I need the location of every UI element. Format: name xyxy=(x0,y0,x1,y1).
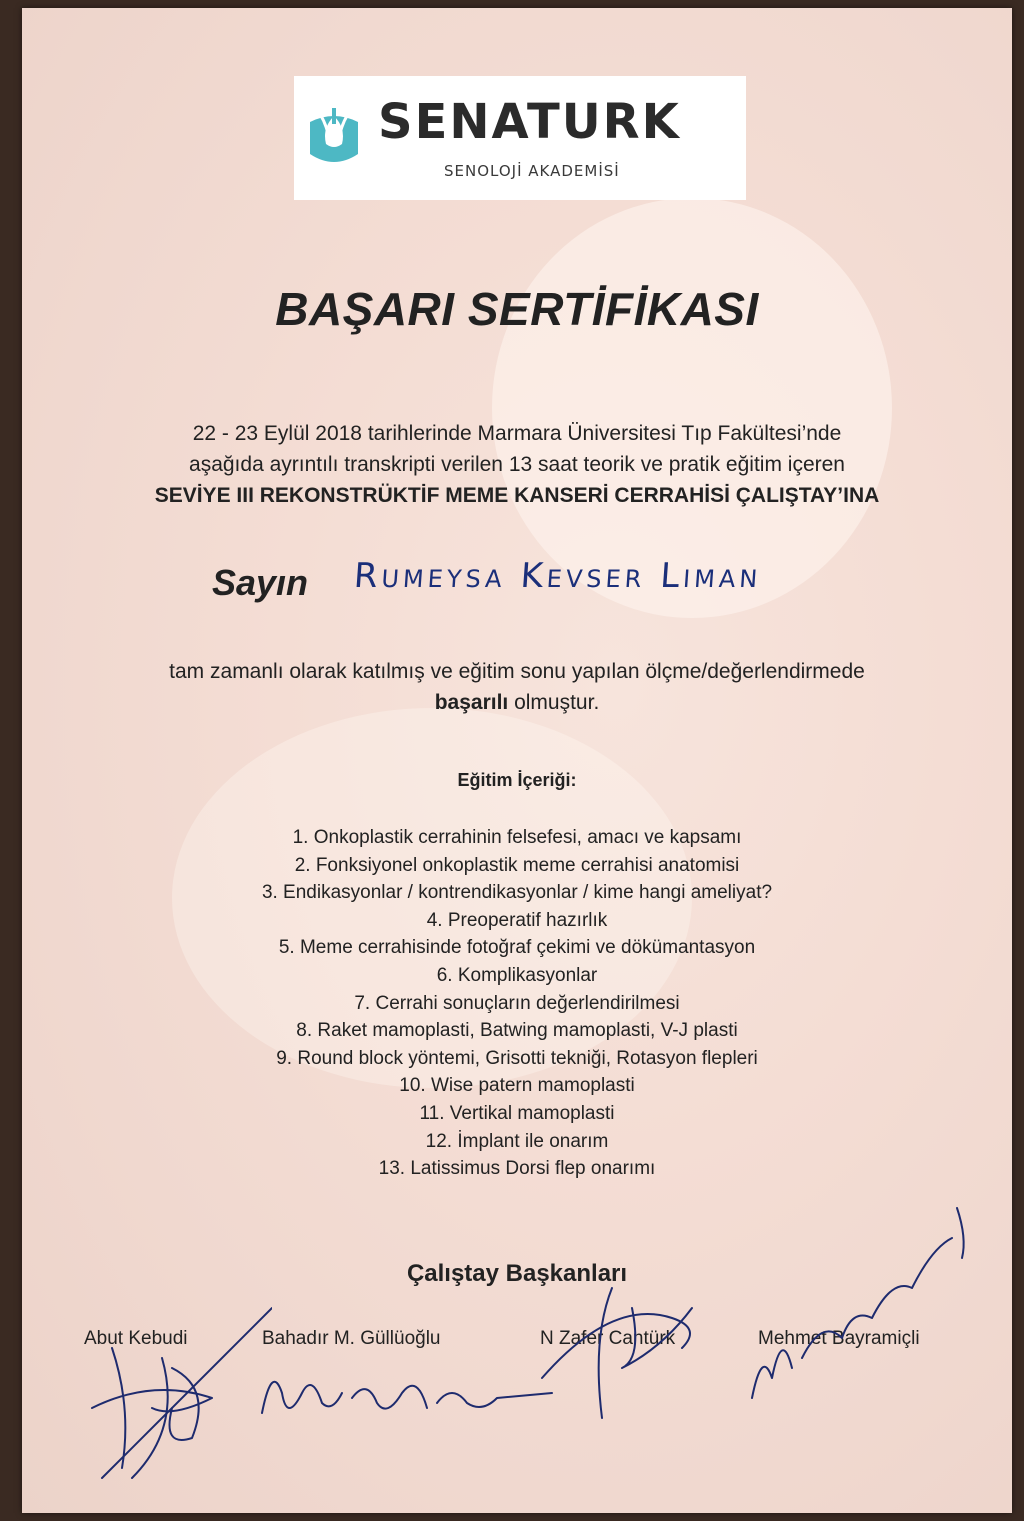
list-item: 8. Raket mamoplasti, Batwing mamoplasti, V-J plasti xyxy=(296,1020,738,1042)
certificate-title: BAŞARI SERTİFİKASI xyxy=(275,283,759,335)
list-item: 4. Preoperatif hazırlık xyxy=(426,909,608,931)
result-bold: başarılı xyxy=(434,691,509,714)
list-item: 10. Wise patern mamoplasti xyxy=(399,1075,635,1097)
list-item: 13. Latissimus Dorsi flep onarımı xyxy=(378,1158,656,1180)
list-item: 12. İmplant ile onarım xyxy=(425,1130,609,1152)
list-item: 7. Cerrahi sonuçların değerlendirilmesi xyxy=(354,992,680,1014)
list-item: 6. Komplikasyonlar xyxy=(436,964,598,986)
chair-name: Abut Kebudi xyxy=(84,1328,188,1349)
list-item: 1. Onkoplastik cerrahinin felsefesi, amacı ve kapsamı xyxy=(292,827,742,848)
chairs-heading: Çalıştay Başkanları xyxy=(406,1260,628,1287)
intro-text xyxy=(62,418,972,511)
result-line: tam zamanlı olarak katılmış ve eğitim sonu yapılan ölçme/değerlendirmede xyxy=(169,660,865,683)
logo-name: SENATURK xyxy=(378,94,681,150)
intro-line: aşağıda ayrıntılı transkripti verilen 13 saat teorik ve pratik eğitim içeren xyxy=(189,453,845,476)
salutation: Sayın xyxy=(212,562,309,603)
recipient-name: Rumeysa Kevser Liman xyxy=(352,556,763,596)
logo xyxy=(294,76,746,200)
result-tail: olmuştur. xyxy=(508,691,600,714)
chair-name: Mehmet Bayramiçli xyxy=(758,1328,920,1349)
signature xyxy=(522,1278,722,1428)
list-item: 11. Vertikal mamoplasti xyxy=(419,1102,615,1124)
list-item: 2. Fonksiyonel onkoplastik meme cerrahisi anatomisi xyxy=(294,854,740,876)
list-item: 3. Endikasyonlar / kontrendikasyonlar / kime hangi ameliyat? xyxy=(261,882,773,904)
signature xyxy=(72,1288,272,1488)
recipient-row xyxy=(212,556,932,616)
intro-line: 22 - 23 Eylül 2018 tarihlerinde Marmara Üniversitesi Tıp Fakültesi’nde xyxy=(192,422,842,445)
chair-name: Bahadır M. Güllüoğlu xyxy=(262,1328,441,1349)
chair-name: N Zafer Cantürk xyxy=(540,1328,676,1349)
signature xyxy=(732,1198,982,1418)
result-line xyxy=(62,687,972,718)
logo-subtitle: SENOLOJİ AKADEMİSİ xyxy=(444,162,620,180)
certificate-paper xyxy=(22,8,1012,1513)
list-item: 5. Meme cerrahisinde fotoğraf çekimi ve dökümantasyon xyxy=(278,937,756,959)
content-list xyxy=(22,824,1012,1183)
list-item: 9. Round block yöntemi, Grisotti tekniği, Rotasyon flepleri xyxy=(276,1047,758,1069)
tulip-book-icon xyxy=(306,104,362,170)
background-watermark xyxy=(492,198,892,618)
content-heading: Eğitim İçeriği: xyxy=(457,770,577,790)
workshop-name: SEVİYE III REKONSTRÜKTİF MEME KANSERİ CERRAHİSİ ÇALIŞTAY’INA xyxy=(154,484,880,507)
result-text xyxy=(62,656,972,718)
